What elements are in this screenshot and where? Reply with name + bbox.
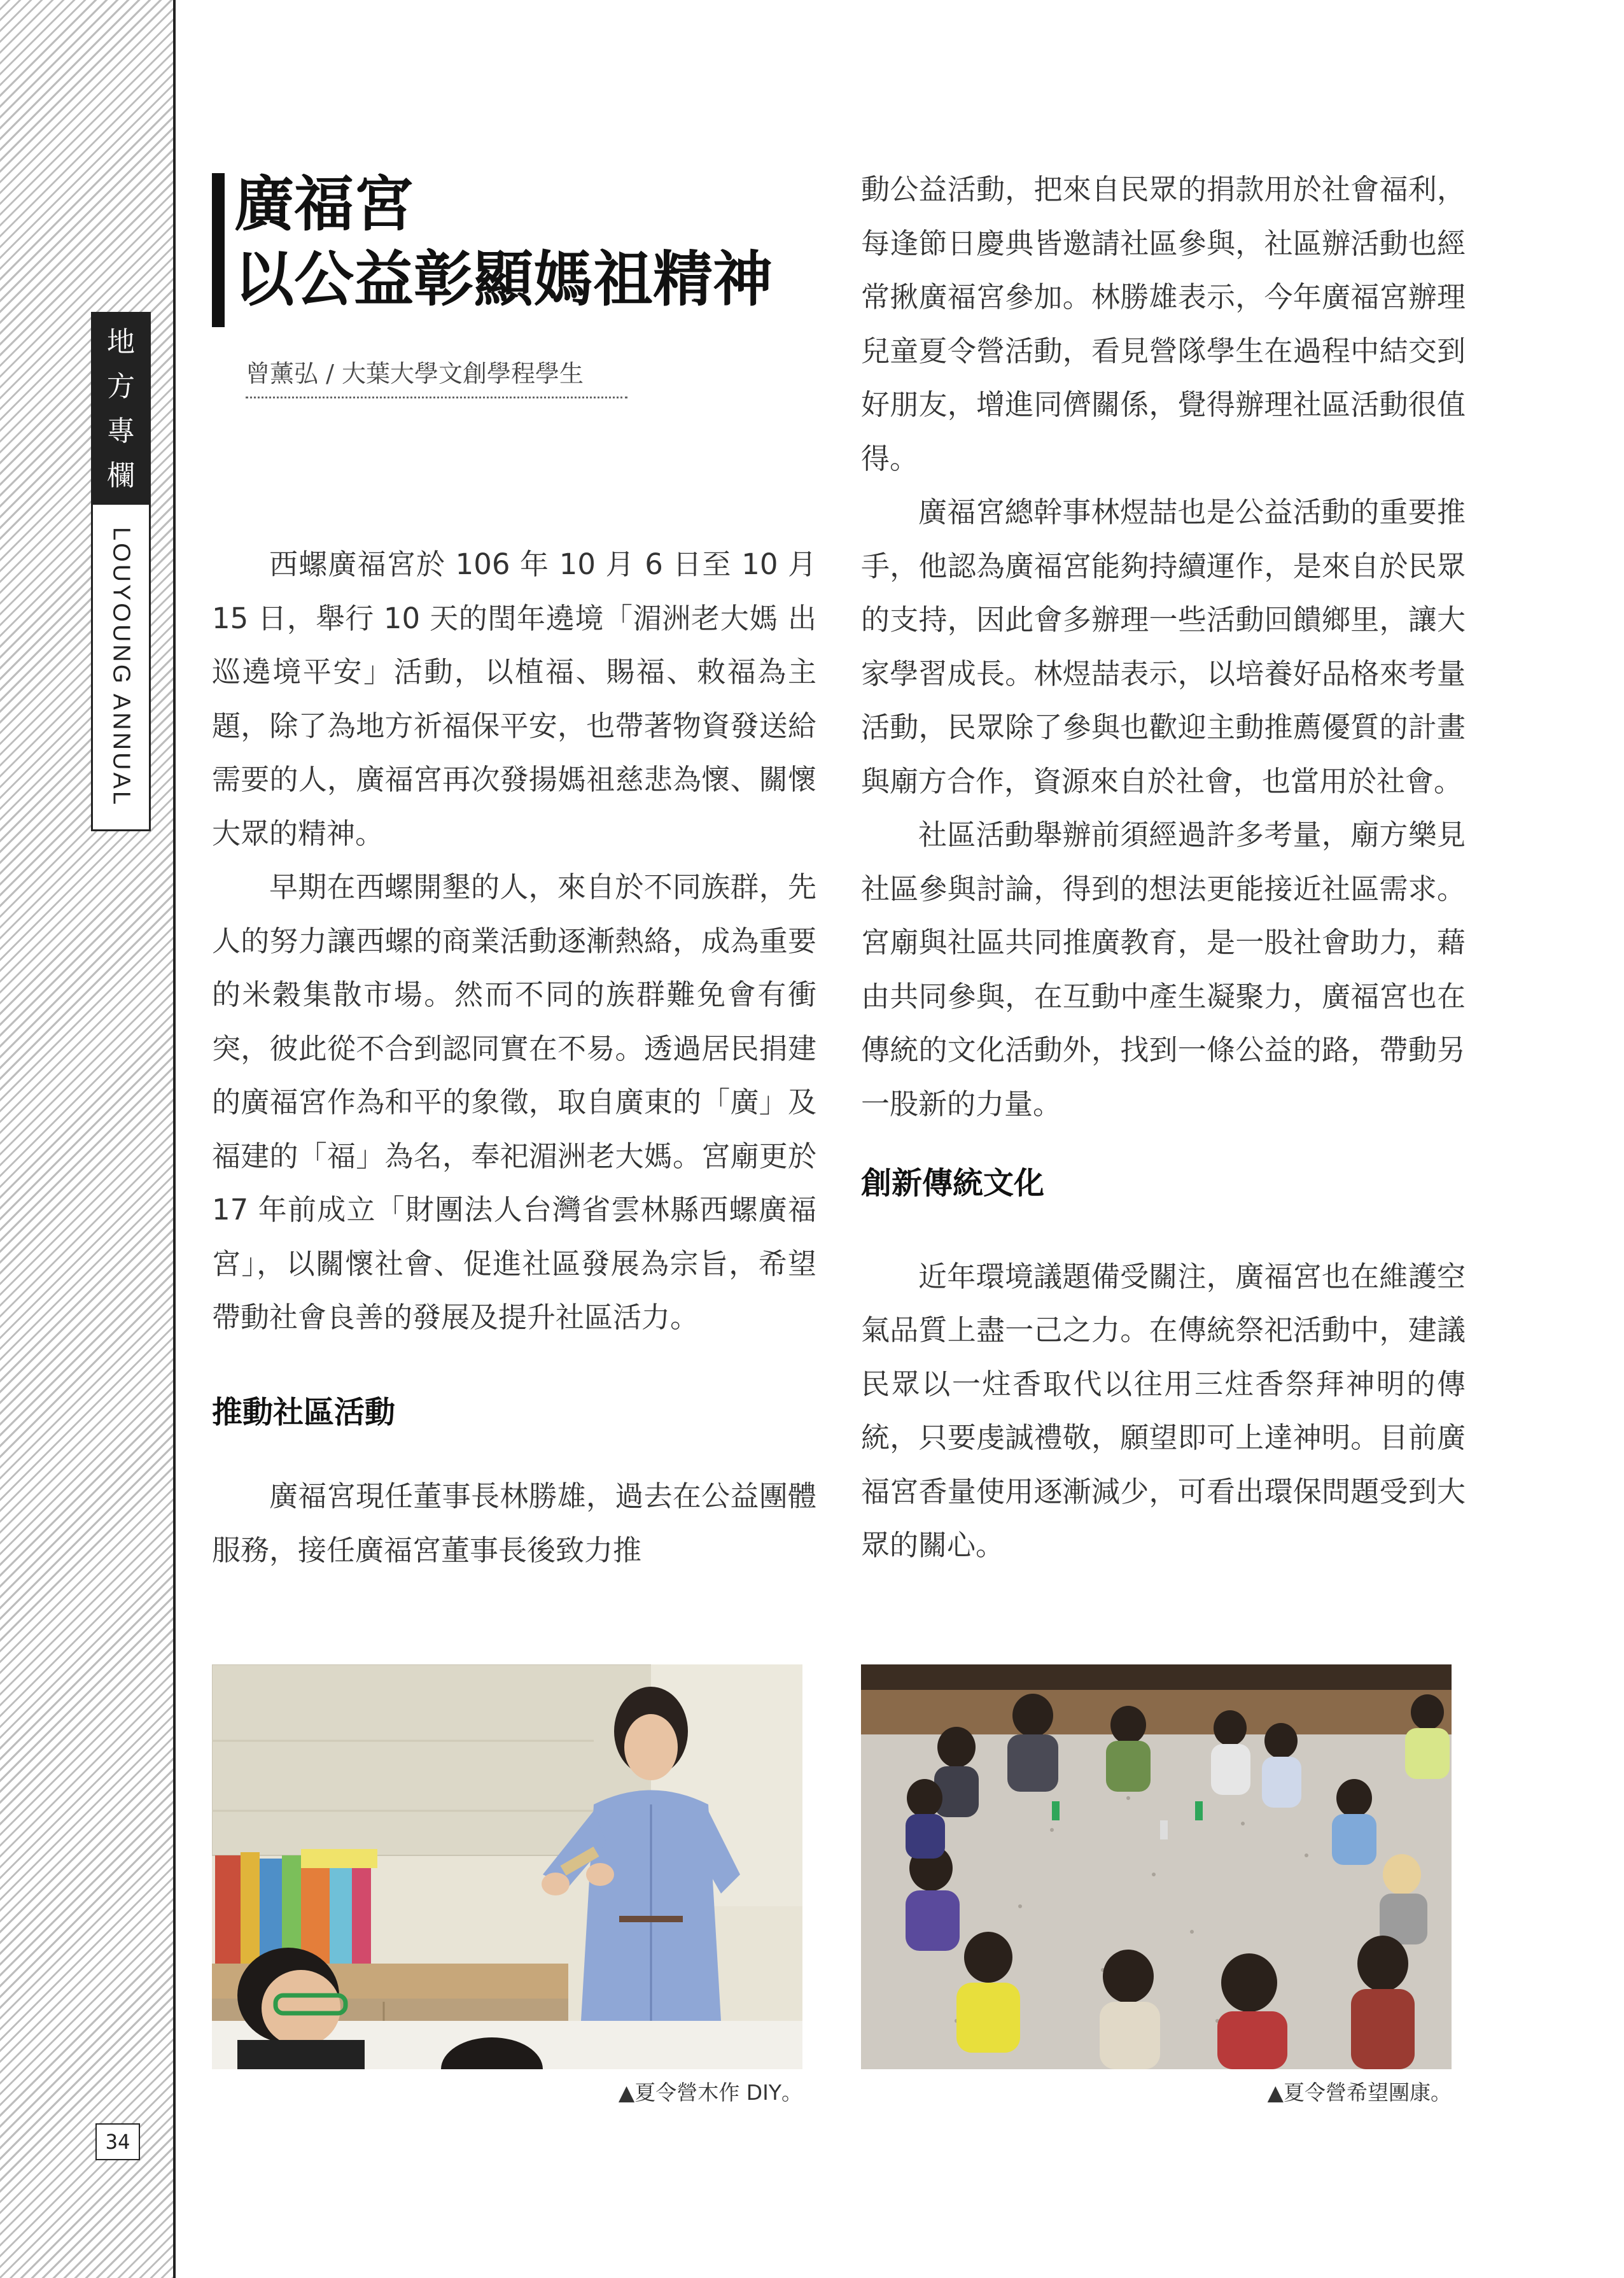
section-heading: 創新傳統文化 — [861, 1165, 1045, 1201]
column-tab — [91, 312, 151, 831]
magazine-name: LOUYOUNG ANNUAL — [108, 526, 135, 808]
magazine-name-box — [93, 505, 149, 829]
title-line-1: 廣福宮 — [234, 169, 414, 239]
photo-diy-workshop — [212, 1664, 802, 2069]
page-number: 34 — [95, 2123, 140, 2160]
column-title-char: 欄 — [107, 460, 135, 492]
photo-caption: ▲夏令營木作 DIY。 — [618, 2080, 802, 2105]
column-title-char: 方 — [107, 370, 135, 403]
paragraph: 社區活動舉辦前須經過許多考量，廟方樂見社區參與討論，得到的想法更能接近社區需求。宮廟與社區共同推廣教育，是一股社會助力，藉由共同參與，在互動中產生凝聚力，廣福宮也在傳統的文化活動外，找到一條公益的路，帶動另一股新的力量。 — [861, 818, 1466, 1121]
paragraph: 西螺廣福宮於 106 年 10 月 6 日至 10 月 15 日，舉行 10 天的閏年遶境「湄洲老大媽 出巡遶境平安」活動，以植福、賜福、敕福為主題，除了為地方祈福保平安，也帶著物資發送給需要的人，廣福宮再次發揚媽祖慈悲為懷、關懷大眾的精神。 — [212, 547, 816, 850]
column-title-char: 地 — [107, 326, 135, 358]
photo-caption: ▲夏令營希望團康。 — [1267, 2080, 1452, 2105]
title-accent-bar — [212, 173, 225, 327]
column-title — [93, 314, 149, 505]
byline: 曾薰弘 / 大葉大學文創學程學生 — [246, 354, 627, 398]
photo-group-activity — [861, 1664, 1452, 2069]
paragraph: 廣福宮總幹事林煜喆也是公益活動的重要推手，他認為廣福宮能夠持續運作，是來自於民眾的支持，因此會多辦理一些活動回饋鄉里，讓大家學習成長。林煜喆表示，以培養好品格來考量活動，民眾除了參與也歡迎主動推薦優質的計畫與廟方合作，資源來自於社會，也當用於社會。 — [861, 495, 1466, 798]
article-title — [234, 167, 773, 317]
paragraph: 早期在西螺開墾的人，來自於不同族群，先人的努力讓西螺的商業活動逐漸熱絡，成為重要的米穀集散市場。然而不同的族群難免會有衝突，彼此從不合到認同實在不易。透過居民捐建的廣福宮作為和平的象徵，取自廣東的「廣」及福建的「福」為名，奉祀湄洲老大媽。宮廟更於 17 年前成立「財團法人台灣省雲林縣西螺廣福宮」，以關懷社會、促進社區發展為宗旨，希望帶動社會良善的發展及提升社區活力。 — [212, 870, 816, 1334]
margin-divider-line — [173, 0, 176, 2278]
paragraph: 近年環境議題備受關注，廣福宮也在維護空氣品質上盡一己之力。在傳統祭祀活動中，建議民眾以一炷香取代以往用三炷香祭拜神明的傳統，只要虔誠禮敬，願望即可上達神明。目前廣福宮香量使用逐漸減少，可看出環保問題受到大眾的關心。 — [861, 1259, 1466, 1562]
paragraph: 廣福宮現任董事長林勝雄，過去在公益團體服務，接任廣福宮董事長後致力推 — [212, 1479, 816, 1567]
title-line-2: 以公益彰顯媽祖精神 — [234, 244, 773, 314]
text-column-left — [212, 538, 816, 1577]
column-title-char: 專 — [107, 415, 135, 447]
paragraph: 動公益活動，把來自民眾的捐款用於社會福利，每逢節日慶典皆邀請社區參與，社區辦活動也經常揪廣福宮參加。林勝雄表示，今年廣福宮辦理兒童夏令營活動，看見營隊學生在過程中結交到好朋友，增進同儕關係，覺得辦理社區活動很值得。 — [861, 172, 1466, 475]
text-column-right — [861, 163, 1466, 1573]
section-heading: 推動社區活動 — [212, 1394, 396, 1430]
